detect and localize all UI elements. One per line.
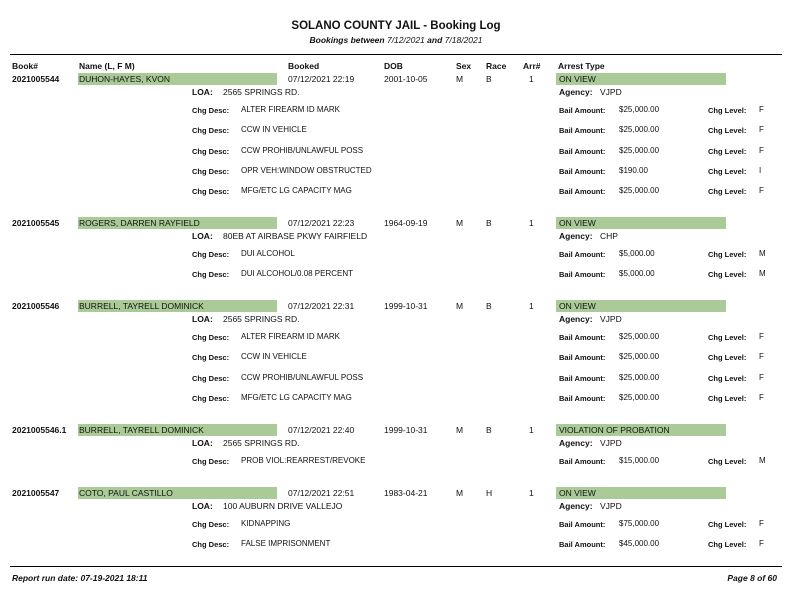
col-header-arrest-type: Arrest Type [558,61,605,71]
chg-desc-label: Chg Desc: [192,333,230,342]
charge-description: ALTER FIREARM ID MARK [241,105,340,114]
subtitle-prefix: Bookings between [309,35,385,45]
bail-amount-label: Bail Amount: [559,457,606,466]
chg-desc-label: Chg Desc: [192,250,230,259]
agency-label: Agency: [559,438,593,448]
footer-rule [10,566,782,567]
charge-description: PROB VIOL:REARREST/REVOKE [241,456,366,465]
booked-datetime: 07/12/2021 22:31 [288,301,355,311]
bail-amount: $25,000.00 [619,332,660,341]
charge-level: F [759,352,764,361]
loa-location: 100 AUBURN DRIVE VALLEJO [223,501,343,511]
agency-label: Agency: [559,87,593,97]
chg-level-label: Chg Level: [708,270,747,279]
chg-desc-label: Chg Desc: [192,353,230,362]
bail-amount-label: Bail Amount: [559,520,606,529]
agency: CHP [600,231,618,241]
subtitle-and: and [427,35,443,45]
charge-description: DUI ALCOHOL/0.08 PERCENT [241,269,354,278]
chg-desc-label: Chg Desc: [192,394,230,403]
agency: VJPD [600,87,622,97]
charge-description: CCW PROHIB/UNLAWFUL POSS [241,373,364,382]
arrest-count: 1 [529,74,534,84]
col-header-dob: DOB [384,61,403,71]
bail-amount: $25,000.00 [619,125,660,134]
chg-desc-label: Chg Desc: [192,147,230,156]
race: H [486,488,493,498]
bail-amount: $75,000.00 [619,519,660,528]
charge-description: CCW IN VEHICLE [241,352,307,361]
arrest-count: 1 [529,218,534,228]
race: B [486,74,492,84]
col-header-race: Race [486,61,507,71]
chg-level-label: Chg Level: [708,374,747,383]
booked-datetime: 07/12/2021 22:19 [288,74,355,84]
col-header-book: Book# [12,61,38,71]
booked-datetime: 07/12/2021 22:23 [288,218,355,228]
booking-number: 2021005545 [12,218,60,228]
dob: 1999-10-31 [384,425,428,435]
chg-desc-label: Chg Desc: [192,270,230,279]
col-header-booked: Booked [288,61,320,71]
chg-level-label: Chg Level: [708,126,747,135]
chg-level-label: Chg Level: [708,353,747,362]
charge-level: I [759,166,762,175]
dob: 2001-10-05 [384,74,428,84]
chg-level-label: Chg Level: [708,250,747,259]
bail-amount: $25,000.00 [619,373,660,382]
col-header-sex: Sex [456,61,472,71]
sex: M [456,301,464,311]
charge-description: DUI ALCOHOL [241,249,295,258]
chg-desc-label: Chg Desc: [192,167,230,176]
charge-level: F [759,539,764,548]
bail-amount: $5,000.00 [619,269,655,278]
header-top-rule [10,54,782,55]
chg-level-label: Chg Level: [708,540,747,549]
chg-level-label: Chg Level: [708,333,747,342]
race: B [486,301,492,311]
bail-amount: $15,000.00 [619,456,660,465]
sex: M [456,74,464,84]
arrest-type: VIOLATION OF PROBATION [559,425,670,435]
loa-label: LOA: [192,231,213,241]
bail-amount-label: Bail Amount: [559,250,606,259]
charge-description: ALTER FIREARM ID MARK [241,332,340,341]
charge-description: CCW IN VEHICLE [241,125,307,134]
charge-level: M [759,456,766,465]
sex: M [456,218,464,228]
charge-level: M [759,269,766,278]
end-date: 7/18/2021 [444,35,483,45]
loa-location: 2565 SPRINGS RD. [223,438,300,448]
bail-amount-label: Bail Amount: [559,126,606,135]
arrest-type: ON VIEW [559,488,596,498]
chg-level-label: Chg Level: [708,106,747,115]
bail-amount-label: Bail Amount: [559,353,606,362]
loa-location: 2565 SPRINGS RD. [223,314,300,324]
charge-description: KIDNAPPING [241,519,291,528]
chg-level-label: Chg Level: [708,147,747,156]
loa-location: 2565 SPRINGS RD. [223,87,300,97]
arrest-count: 1 [529,488,534,498]
col-header-arr: Arr# [523,61,541,71]
loa-label: LOA: [192,314,213,324]
agency-label: Agency: [559,231,593,241]
chg-desc-label: Chg Desc: [192,520,230,529]
booked-datetime: 07/12/2021 22:40 [288,425,355,435]
bail-amount: $5,000.00 [619,249,655,258]
race: B [486,425,492,435]
chg-level-label: Chg Level: [708,167,747,176]
bail-amount: $190.00 [619,166,648,175]
chg-desc-label: Chg Desc: [192,126,230,135]
col-header-name: Name (L, F M) [79,61,135,71]
chg-desc-label: Chg Desc: [192,457,230,466]
inmate-name: DUHON-HAYES, KVON [79,74,170,84]
chg-level-label: Chg Level: [708,187,747,196]
charge-level: F [759,186,764,195]
loa-label: LOA: [192,87,213,97]
arrest-type: ON VIEW [559,218,596,228]
charge-description: MFG/ETC LG CAPACITY MAG [241,393,352,402]
bail-amount-label: Bail Amount: [559,394,606,403]
dob: 1964-09-19 [384,218,428,228]
bail-amount: $25,000.00 [619,186,660,195]
booked-datetime: 07/12/2021 22:51 [288,488,355,498]
agency: VJPD [600,314,622,324]
chg-level-label: Chg Level: [708,457,747,466]
booking-number: 2021005544 [12,74,60,84]
chg-level-label: Chg Level: [708,520,747,529]
chg-desc-label: Chg Desc: [192,374,230,383]
bail-amount-label: Bail Amount: [559,270,606,279]
dob: 1983-04-21 [384,488,428,498]
agency-label: Agency: [559,314,593,324]
agency-label: Agency: [559,501,593,511]
chg-desc-label: Chg Desc: [192,540,230,549]
bail-amount-label: Bail Amount: [559,187,606,196]
report-subtitle [0,35,792,45]
start-date: 7/12/2021 [386,35,425,45]
charge-description: FALSE IMPRISONMENT [241,539,331,548]
sex: M [456,425,464,435]
loa-location: 80EB AT AIRBASE PKWY FAIRFIELD [223,231,368,241]
chg-desc-label: Chg Desc: [192,106,230,115]
arrest-count: 1 [529,425,534,435]
loa-label: LOA: [192,438,213,448]
bail-amount-label: Bail Amount: [559,540,606,549]
charge-level: M [759,249,766,258]
report-title: SOLANO COUNTY JAIL - Booking Log [291,20,501,32]
loa-label: LOA: [192,501,213,511]
bail-amount: $25,000.00 [619,105,660,114]
agency: VJPD [600,438,622,448]
bail-amount-label: Bail Amount: [559,333,606,342]
bail-amount-label: Bail Amount: [559,147,606,156]
charge-level: F [759,105,764,114]
dob: 1999-10-31 [384,301,428,311]
arrest-type: ON VIEW [559,74,596,84]
charge-description: OPR VEH:WINDOW OBSTRUCTED [241,166,372,175]
charge-description: CCW PROHIB/UNLAWFUL POSS [241,146,364,155]
booking-number: 2021005546 [12,301,60,311]
bail-amount: $25,000.00 [619,393,660,402]
bail-amount-label: Bail Amount: [559,167,606,176]
charge-level: F [759,125,764,134]
arrest-count: 1 [529,301,534,311]
inmate-name: ROGERS, DARREN RAYFIELD [79,218,200,228]
bail-amount-label: Bail Amount: [559,374,606,383]
charge-level: F [759,146,764,155]
inmate-name: BURRELL, TAYRELL DOMINICK [79,301,204,311]
inmate-name: COTO, PAUL CASTILLO [79,488,173,498]
page-number: Page 8 of 60 [727,573,777,583]
agency: VJPD [600,501,622,511]
booking-number: 2021005546.1 [12,425,67,435]
inmate-name: BURRELL, TAYRELL DOMINICK [79,425,204,435]
charge-level: F [759,332,764,341]
charge-level: F [759,393,764,402]
charge-description: MFG/ETC LG CAPACITY MAG [241,186,352,195]
bail-amount: $25,000.00 [619,146,660,155]
chg-desc-label: Chg Desc: [192,187,230,196]
arrest-type: ON VIEW [559,301,596,311]
bail-amount: $45,000.00 [619,539,660,548]
charge-level: F [759,519,764,528]
chg-level-label: Chg Level: [708,394,747,403]
race: B [486,218,492,228]
sex: M [456,488,464,498]
bail-amount-label: Bail Amount: [559,106,606,115]
charge-level: F [759,373,764,382]
booking-number: 2021005547 [12,488,60,498]
report-run-date: Report run date: 07-19-2021 18:11 [12,573,148,583]
bail-amount: $25,000.00 [619,352,660,361]
